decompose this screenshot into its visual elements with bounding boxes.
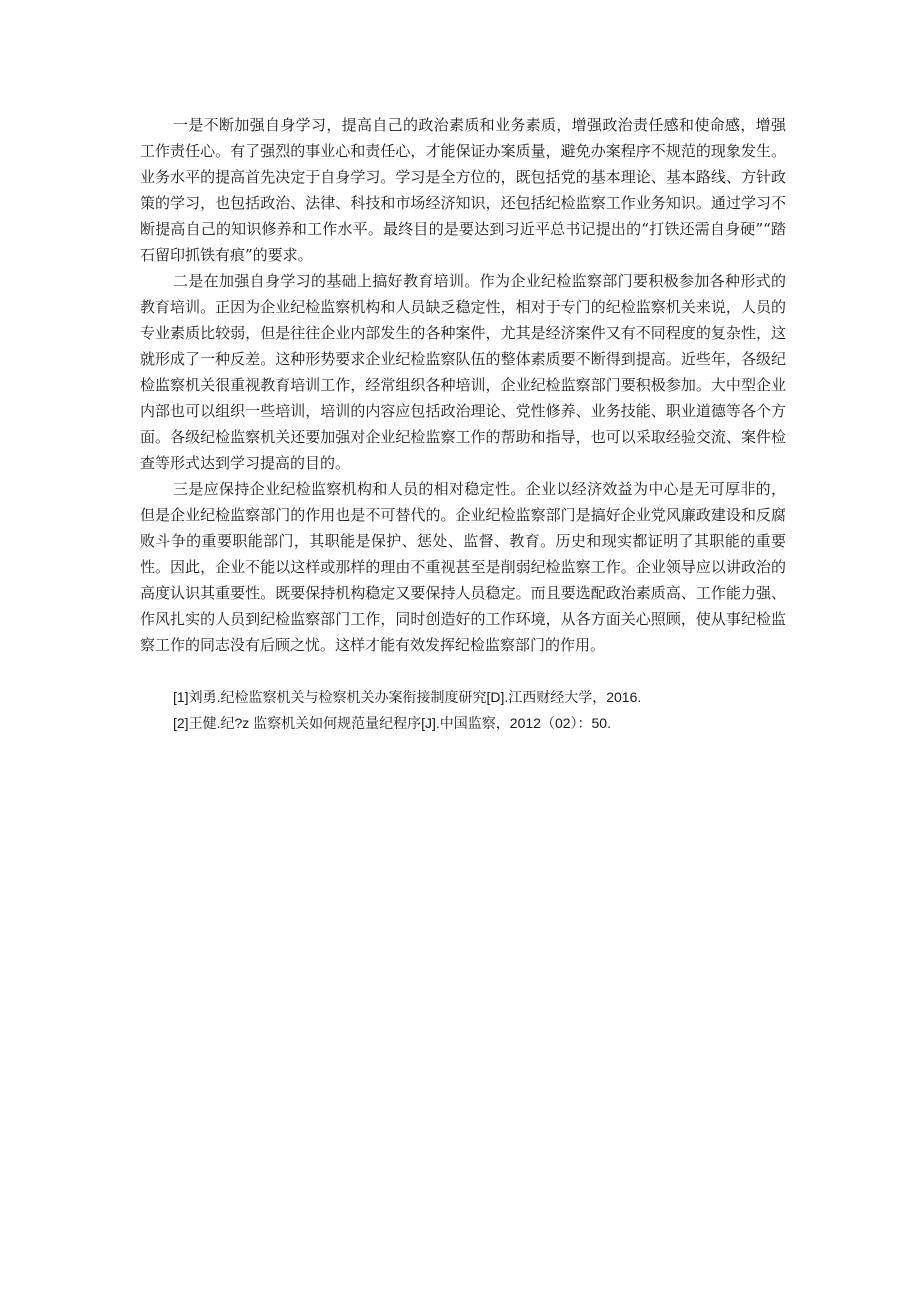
references-list xyxy=(140,684,786,736)
paragraph-3: 三是应保持企业纪检监察机构和人员的相对稳定性。企业以经济效益为中心是无可厚非的，但是企业纪检监察部门的作用也是不可替代的。企业纪检监察部门是搞好企业党风廉政建设和反腐败斗争的重要职能部门，其职能是保护、惩处、监督、教育。历史和现实都证明了其职能的重要性。因此，企业不能以这样或那样的理由不重视甚至是削弱纪检监察工作。企业领导应以讲政治的高度认识其重要性。既要保持机构稳定又要保持人员稳定。而且要选配政治素质高、工作能力强、作风扎实的人员到纪检监察部门工作，同时创造好的工作环境，从各方面关心照顾，使从事纪检监察工作的同志没有后顾之忧。这样才能有效发挥纪检监察部门的作用。 xyxy=(140,480,786,654)
document-page xyxy=(140,112,786,736)
reference-item-1: [1]刘勇.纪检监察机关与检察机关办案衔接制度研究[D].江西财经大学，2016. xyxy=(173,689,642,705)
reference-item-2: [2]王健.纪?z 监察机关如何规范量纪程序[J].中国监察，2012（02）：50. xyxy=(173,715,611,731)
paragraph-1: 一是不断加强自身学习，提高自己的政治素质和业务素质，增强政治责任感和使命感，增强工作责任心。有了强烈的事业心和责任心，才能保证办案质量，避免办案程序不规范的现象发生。业务水平的提高首先决定于自身学习。学习是全方位的，既包括党的基本理论、基本路线、方针政策的学习，也包括政治、法律、科技和市场经济知识，还包括纪检监察工作业务知识。通过学习不断提高自己的知识修养和工作水平。最终目的是要达到习近平总书记提出的“打铁还需自身硬”“踏石留印抓铁有痕”的要求。 xyxy=(140,116,786,264)
paragraph-2: 二是在加强自身学习的基础上搞好教育培训。作为企业纪检监察部门要积极参加各种形式的教育培训。正因为企业纪检监察机构和人员缺乏稳定性，相对于专门的纪检监察机关来说，人员的专业素质比较弱，但是往往企业内部发生的各种案件，尤其是经济案件又有不同程度的复杂性，这就形成了一种反差。这种形势要求企业纪检监察队伍的整体素质要不断得到提高。近些年，各级纪检监察机关很重视教育培训工作，经常组织各种培训，企业纪检监察部门要积极参加。大中型企业内部也可以组织一些培训，培训的内容应包括政治理论、党性修养、业务技能、职业道德等各个方面。各级纪检监察机关还要加强对企业纪检监察工作的帮助和指导，也可以采取经验交流、案件检查等形式达到学习提高的目的。 xyxy=(140,272,786,472)
